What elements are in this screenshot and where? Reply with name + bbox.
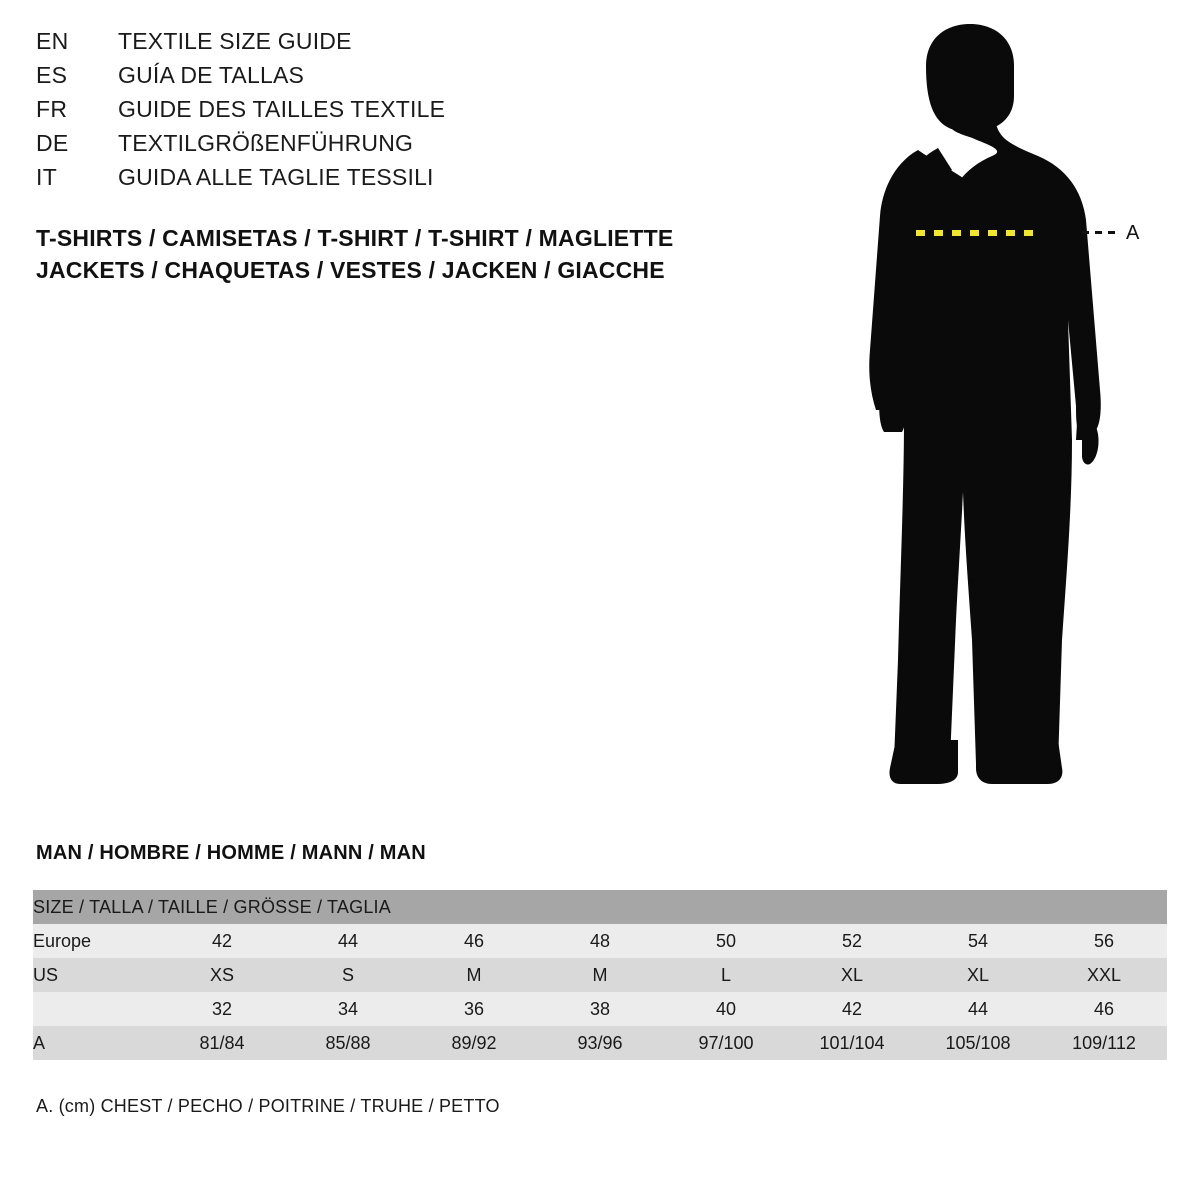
row-label: US (33, 958, 159, 992)
language-code: ES (36, 62, 68, 88)
cell-value: XL (915, 958, 1041, 992)
cell-value: 44 (915, 992, 1041, 1026)
cell-value: M (537, 958, 663, 992)
cell-value: 36 (411, 992, 537, 1026)
cell-value: XXL (1041, 958, 1167, 992)
cell-value: L (663, 958, 789, 992)
row-label: Europe (33, 924, 159, 958)
table-row (33, 958, 1167, 992)
table-row (33, 992, 1167, 1026)
language-code: EN (36, 28, 69, 54)
cell-value: 54 (915, 924, 1041, 958)
cell-value: M (411, 958, 537, 992)
row-label: A (33, 1026, 159, 1060)
table-section-title: MAN / HOMBRE / HOMME / MANN / MAN (36, 842, 426, 864)
cell-value: XL (789, 958, 915, 992)
language-title: GUÍA DE TALLAS (118, 62, 305, 88)
row-label (33, 992, 159, 1026)
language-title: GUIDA ALLE TAGLIE TESSILI (118, 164, 434, 190)
measure-label-a: A (1126, 222, 1140, 244)
cell-value: 40 (663, 992, 789, 1026)
table-header-label: SIZE / TALLA / TAILLE / GRÖSSE / TAGLIA (33, 890, 1167, 924)
cell-value: 42 (789, 992, 915, 1026)
cell-value: 85/88 (285, 1026, 411, 1060)
language-title: TEXTILGRÖßENFÜHRUNG (118, 130, 414, 156)
cell-value: 93/96 (537, 1026, 663, 1060)
cell-value: 109/112 (1041, 1026, 1167, 1060)
category-line-jackets: JACKETS / CHAQUETAS / VESTES / JACKEN / GIACCHE (36, 257, 665, 283)
language-title: GUIDE DES TAILLES TEXTILE (118, 96, 446, 122)
language-title: TEXTILE SIZE GUIDE (118, 28, 352, 54)
cell-value: 44 (285, 924, 411, 958)
measure-leader-line (1082, 231, 1120, 234)
language-header-block (36, 28, 736, 198)
language-code: DE (36, 130, 69, 156)
cell-value: 56 (1041, 924, 1167, 958)
cell-value: 42 (159, 924, 285, 958)
cell-value: S (285, 958, 411, 992)
cell-value: 48 (537, 924, 663, 958)
table-row (33, 924, 1167, 958)
cell-value: XS (159, 958, 285, 992)
cell-value: 97/100 (663, 1026, 789, 1060)
language-row (36, 96, 736, 130)
cell-value: 105/108 (915, 1026, 1041, 1060)
cell-value: 38 (537, 992, 663, 1026)
category-line-tshirts: T-SHIRTS / CAMISETAS / T-SHIRT / T-SHIRT / MAGLIETTE (36, 225, 674, 251)
cell-value: 34 (285, 992, 411, 1026)
cell-value: 46 (411, 924, 537, 958)
cell-value: 89/92 (411, 1026, 537, 1060)
cell-value: 81/84 (159, 1026, 285, 1060)
cell-value: 50 (663, 924, 789, 958)
category-list (36, 222, 796, 286)
cell-value: 52 (789, 924, 915, 958)
language-code: FR (36, 96, 68, 122)
chest-measure-line (800, 20, 1180, 790)
cell-value: 46 (1041, 992, 1167, 1026)
table-footnote: A. (cm) CHEST / PECHO / POITRINE / TRUHE / PETTO (36, 1096, 500, 1116)
table-row (33, 1026, 1167, 1060)
language-code: IT (36, 164, 58, 190)
table-header-row (33, 890, 1167, 924)
language-row (36, 28, 736, 62)
size-table (33, 890, 1167, 1060)
cell-value: 101/104 (789, 1026, 915, 1060)
language-row (36, 164, 736, 198)
male-silhouette-figure (800, 20, 1180, 790)
cell-value: 32 (159, 992, 285, 1026)
language-row (36, 130, 736, 164)
language-row (36, 62, 736, 96)
